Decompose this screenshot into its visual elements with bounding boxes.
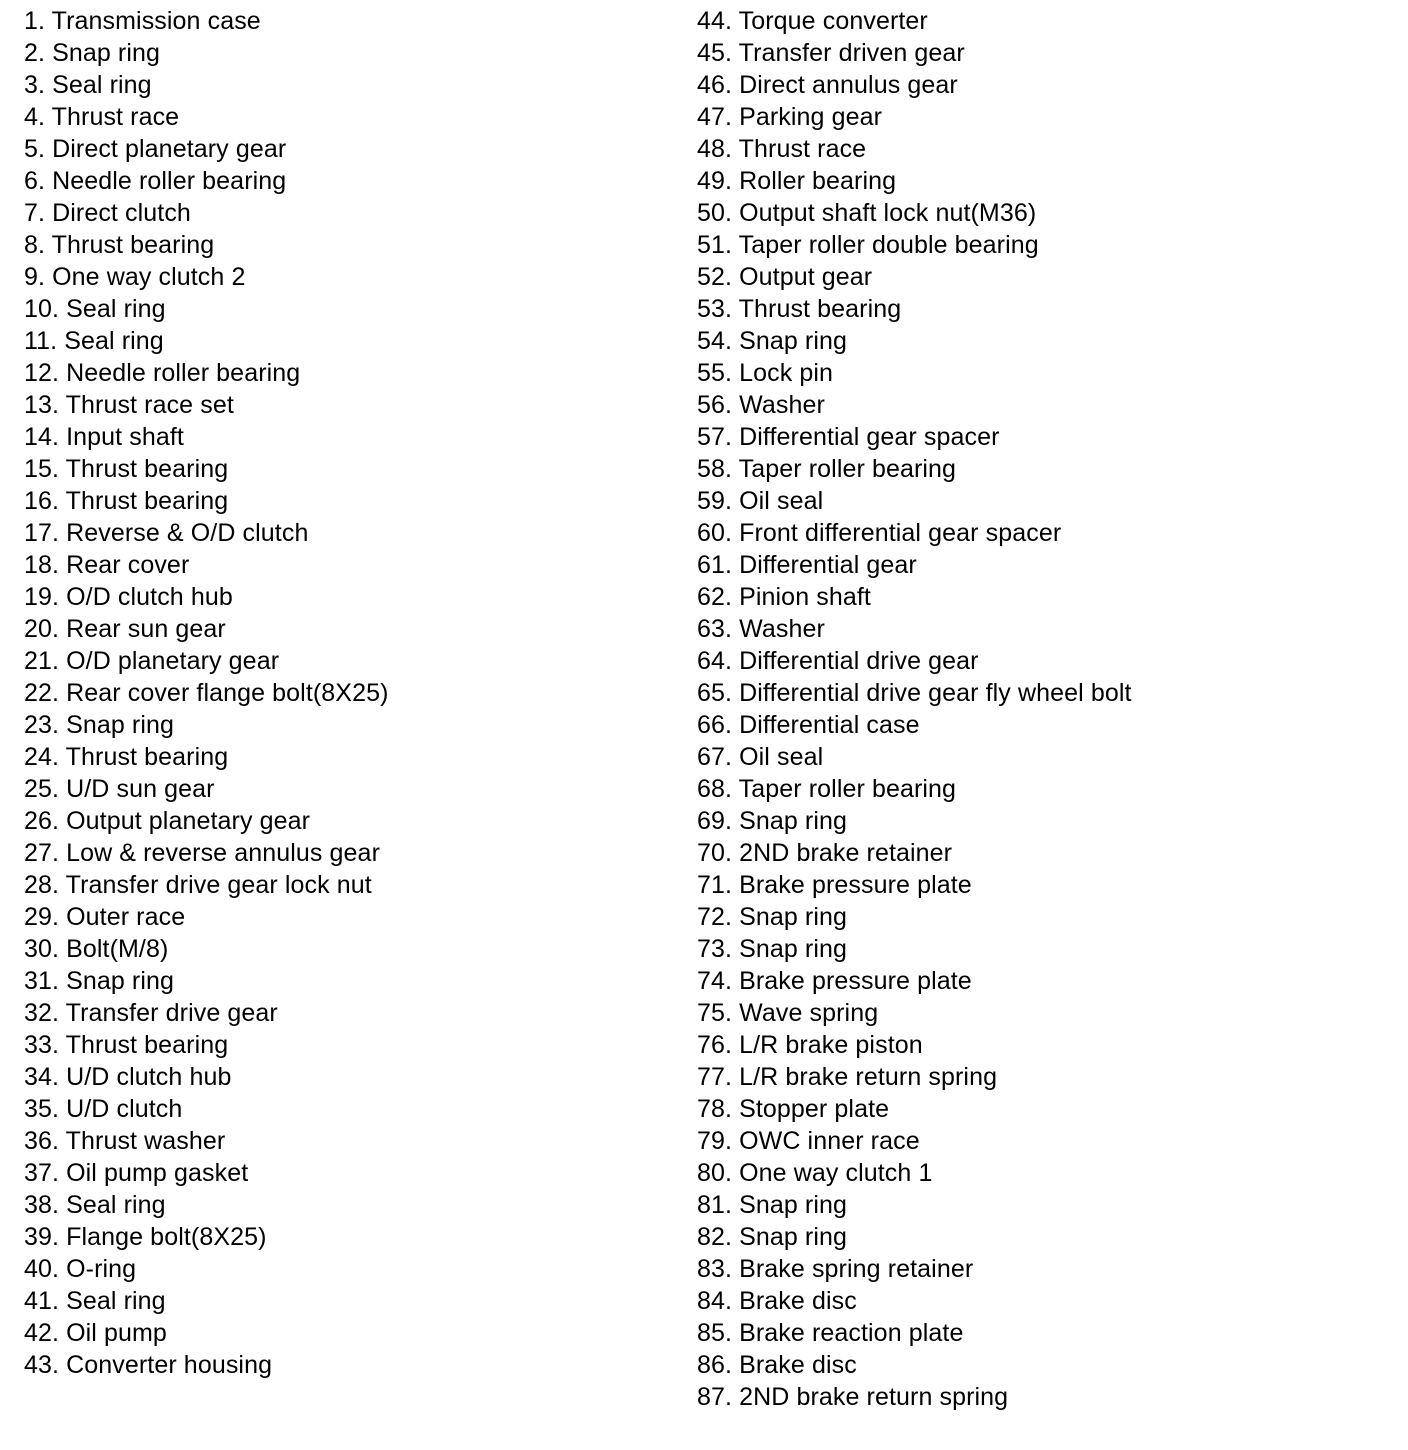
- part-list-item: 83. Brake spring retainer: [697, 1255, 974, 1283]
- part-list-item: 65. Differential drive gear fly wheel bolt: [697, 679, 1132, 707]
- part-list-item: 7. Direct clutch: [24, 199, 191, 227]
- part-list-item: 22. Rear cover flange bolt(8X25): [24, 679, 389, 707]
- part-list-item: 10. Seal ring: [24, 295, 166, 323]
- part-list-item: 85. Brake reaction plate: [697, 1319, 964, 1347]
- part-list-item: 67. Oil seal: [697, 743, 824, 771]
- part-list-item: 13. Thrust race set: [24, 391, 234, 419]
- part-list-item: 54. Snap ring: [697, 327, 848, 355]
- part-list-item: 19. O/D clutch hub: [24, 583, 233, 611]
- part-list-item: 47. Parking gear: [697, 103, 883, 131]
- part-list-item: 42. Oil pump: [24, 1319, 167, 1347]
- part-list-item: 18. Rear cover: [24, 551, 190, 579]
- part-list-item: 49. Roller bearing: [697, 167, 897, 195]
- part-list-item: 12. Needle roller bearing: [24, 359, 301, 387]
- part-list-item: 3. Seal ring: [24, 71, 152, 99]
- part-list-item: 75. Wave spring: [697, 999, 879, 1027]
- part-list-item: 17. Reverse & O/D clutch: [24, 519, 309, 547]
- part-list-item: 30. Bolt(M/8): [24, 935, 169, 963]
- part-list-item: 32. Transfer drive gear: [24, 999, 278, 1027]
- part-list-item: 73. Snap ring: [697, 935, 848, 963]
- part-list-item: 76. L/R brake piston: [697, 1031, 923, 1059]
- part-list-item: 20. Rear sun gear: [24, 615, 226, 643]
- part-list-item: 56. Washer: [697, 391, 825, 419]
- part-list-item: 23. Snap ring: [24, 711, 175, 739]
- part-list-item: 5. Direct planetary gear: [24, 135, 287, 163]
- part-list-item: 21. O/D planetary gear: [24, 647, 280, 675]
- part-list-item: 82. Snap ring: [697, 1223, 848, 1251]
- part-list-item: 16. Thrust bearing: [24, 487, 229, 515]
- part-list-item: 2. Snap ring: [24, 39, 161, 67]
- part-list-item: 53. Thrust bearing: [697, 295, 902, 323]
- part-list-item: 58. Taper roller bearing: [697, 455, 957, 483]
- part-list-item: 46. Direct annulus gear: [697, 71, 958, 99]
- part-list-item: 51. Taper roller double bearing: [697, 231, 1039, 259]
- part-list-item: 77. L/R brake return spring: [697, 1063, 998, 1091]
- part-list-item: 40. O-ring: [24, 1255, 137, 1283]
- part-list-item: 15. Thrust bearing: [24, 455, 229, 483]
- part-list-item: 26. Output planetary gear: [24, 807, 311, 835]
- part-list-item: 63. Washer: [697, 615, 825, 643]
- part-list-item: 27. Low & reverse annulus gear: [24, 839, 380, 867]
- part-list-item: 79. OWC inner race: [697, 1127, 920, 1155]
- part-list-item: 36. Thrust washer: [24, 1127, 226, 1155]
- part-list-item: 52. Output gear: [697, 263, 873, 291]
- part-list-item: 68. Taper roller bearing: [697, 775, 957, 803]
- part-list-item: 25. U/D sun gear: [24, 775, 215, 803]
- part-list-item: 14. Input shaft: [24, 423, 184, 451]
- part-list-item: 55. Lock pin: [697, 359, 834, 387]
- part-list-item: 87. 2ND brake return spring: [697, 1383, 1009, 1411]
- part-list-item: 71. Brake pressure plate: [697, 871, 972, 899]
- part-list-item: 41. Seal ring: [24, 1287, 166, 1315]
- part-list-item: 74. Brake pressure plate: [697, 967, 972, 995]
- part-list-item: 64. Differential drive gear: [697, 647, 979, 675]
- part-list-item: 57. Differential gear spacer: [697, 423, 1000, 451]
- part-list-item: 9. One way clutch 2: [24, 263, 246, 291]
- part-list-item: 6. Needle roller bearing: [24, 167, 287, 195]
- parts-list-right-column: [697, 5, 1387, 1413]
- part-list-item: 44. Torque converter: [697, 7, 928, 35]
- part-list-item: 11. Seal ring: [24, 327, 164, 355]
- part-list-item: 70. 2ND brake retainer: [697, 839, 953, 867]
- part-list-item: 39. Flange bolt(8X25): [24, 1223, 267, 1251]
- part-list-item: 33. Thrust bearing: [24, 1031, 229, 1059]
- part-list-item: 37. Oil pump gasket: [24, 1159, 249, 1187]
- part-list-item: 81. Snap ring: [697, 1191, 848, 1219]
- part-list-item: 35. U/D clutch: [24, 1095, 183, 1123]
- part-list-item: 69. Snap ring: [697, 807, 848, 835]
- part-list-item: 29. Outer race: [24, 903, 186, 931]
- part-list-item: 34. U/D clutch hub: [24, 1063, 232, 1091]
- part-list-item: 86. Brake disc: [697, 1351, 857, 1379]
- part-list-item: 78. Stopper plate: [697, 1095, 890, 1123]
- part-list-item: 59. Oil seal: [697, 487, 824, 515]
- part-list-item: 4. Thrust race: [24, 103, 180, 131]
- part-list-item: 84. Brake disc: [697, 1287, 857, 1315]
- part-list-item: 28. Transfer drive gear lock nut: [24, 871, 372, 899]
- part-list-item: 50. Output shaft lock nut(M36): [697, 199, 1037, 227]
- part-list-item: 60. Front differential gear spacer: [697, 519, 1062, 547]
- part-list-item: 66. Differential case: [697, 711, 920, 739]
- parts-list-left-column: [24, 5, 664, 1381]
- part-list-item: 45. Transfer driven gear: [697, 39, 965, 67]
- part-list-item: 24. Thrust bearing: [24, 743, 229, 771]
- part-list-item: 38. Seal ring: [24, 1191, 166, 1219]
- part-list-item: 8. Thrust bearing: [24, 231, 215, 259]
- part-list-item: 48. Thrust race: [697, 135, 867, 163]
- part-list-item: 31. Snap ring: [24, 967, 175, 995]
- part-list-item: 72. Snap ring: [697, 903, 848, 931]
- part-list-item: 62. Pinion shaft: [697, 583, 871, 611]
- part-list-item: 61. Differential gear: [697, 551, 917, 579]
- part-list-item: 1. Transmission case: [24, 7, 261, 35]
- part-list-item: 43. Converter housing: [24, 1351, 273, 1379]
- part-list-item: 80. One way clutch 1: [697, 1159, 933, 1187]
